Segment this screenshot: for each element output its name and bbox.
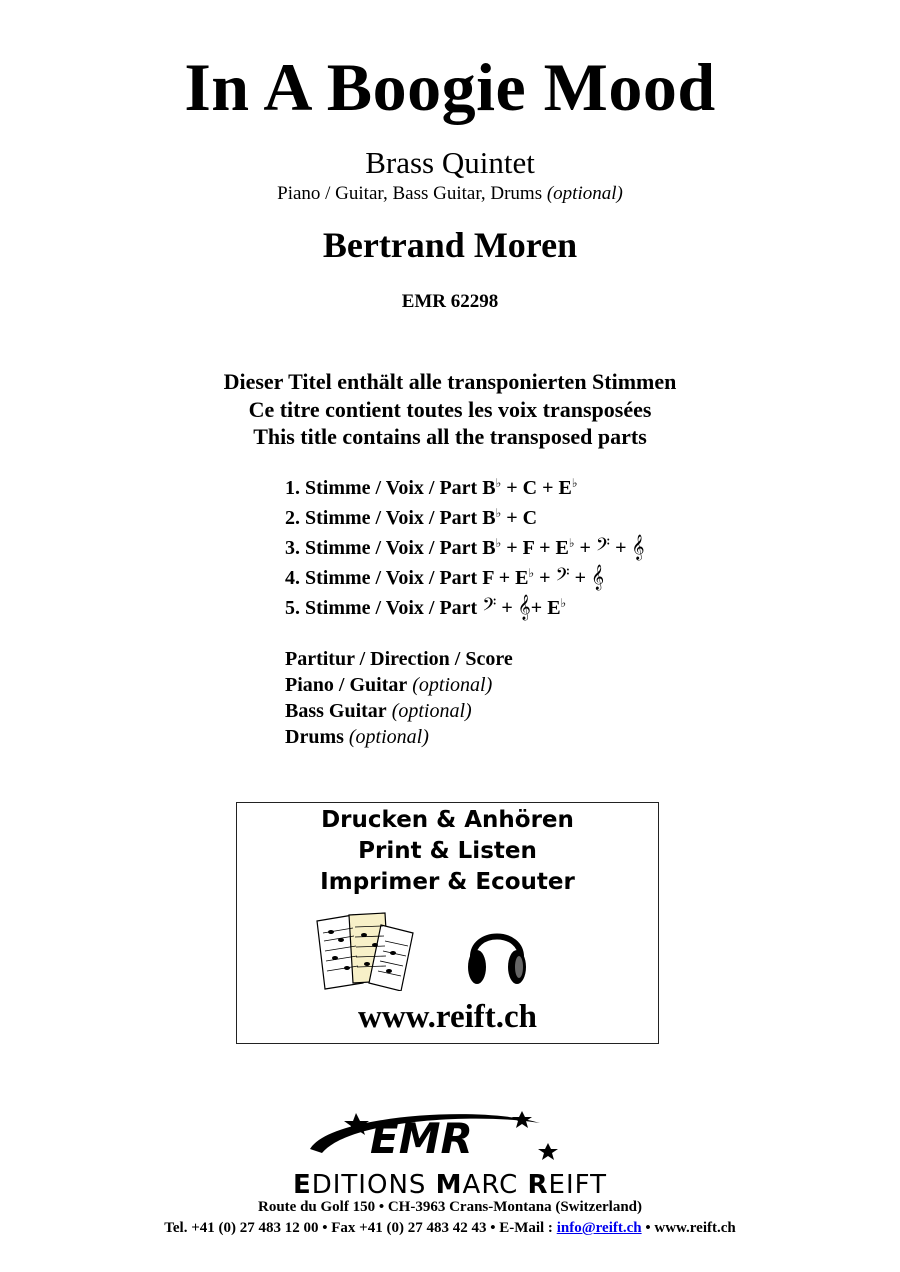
treble-clef-icon: 𝄞	[517, 595, 531, 620]
extras-list	[285, 646, 513, 750]
flat-sign: ♭	[560, 596, 567, 610]
treble-clef-icon: 𝄞	[631, 535, 645, 560]
flat-sign: ♭	[528, 566, 535, 580]
score-title: In A Boogie Mood	[184, 49, 716, 125]
part-3: 3. Stimme / Voix / Part B♭ + F + E♭ + 𝄢 + 𝄞	[285, 535, 645, 560]
treble-clef-icon: 𝄞	[591, 565, 605, 590]
part-4: 4. Stimme / Voix / Part F + E♭ + 𝄢 + 𝄞	[285, 565, 605, 590]
instrumentation-label: Piano / Guitar, Bass Guitar, Drums (optional)	[277, 183, 623, 204]
emr-logo-text: EMR	[370, 1114, 473, 1163]
bass-clef-icon: 𝄢	[595, 535, 611, 560]
bass-clef-icon: 𝄢	[555, 565, 570, 590]
flat-sign: ♭	[568, 536, 575, 550]
flat-sign: ♭	[495, 536, 502, 550]
composer-name: Bertrand Moren	[322, 225, 578, 265]
flat-sign: ♭	[495, 476, 502, 490]
email-link[interactable]: info@reift.ch	[556, 1220, 642, 1236]
transposed-parts-notice	[0, 368, 900, 451]
notice-de: Dieser Titel enthält alle transponierten Stimmen	[223, 369, 677, 394]
extra-bass: Bass Guitar (optional)	[285, 700, 472, 722]
notice-fr: Ce titre contient toutes les voix transposées	[248, 396, 652, 422]
publisher-name: EDITIONS MARC REIFT	[292, 1170, 608, 1200]
headphones-icon	[465, 915, 529, 991]
notice-en: This title contains all the transposed parts	[253, 424, 647, 449]
extra-piano: Piano / Guitar (optional)	[285, 674, 493, 696]
promo-line-de: Drucken & Anhören	[321, 807, 574, 833]
flat-sign: ♭	[495, 506, 502, 520]
extra-score: Partitur / Direction / Score	[285, 648, 513, 670]
publisher-contact: Tel. +41 (0) 27 483 12 00 • Fax +41 (0) 27 483 42 43 • E-Mail : info@reift.ch • www.reift.ch	[164, 1220, 736, 1236]
website-url[interactable]: www.reift.ch	[357, 999, 538, 1035]
part-5: 5. Stimme / Voix / Part 𝄢 + 𝄞+ E♭	[285, 595, 567, 620]
part-1: 1. Stimme / Voix / Part B♭ + C + E♭	[285, 476, 578, 499]
promo-line-fr: Imprimer & Ecouter	[320, 869, 575, 895]
ensemble-label: Brass Quintet	[365, 145, 535, 180]
emr-logo	[290, 1105, 570, 1167]
catalog-number: EMR 62298	[401, 291, 499, 312]
bass-clef-icon: 𝄢	[482, 595, 497, 620]
extra-drums: Drums (optional)	[285, 726, 429, 748]
print-listen-box	[236, 802, 659, 1044]
parts-list	[285, 468, 645, 618]
part-2: 2. Stimme / Voix / Part B♭ + C	[285, 506, 538, 529]
publisher-address: Route du Golf 150 • CH-3963 Crans-Montana (Switzerland)	[258, 1199, 642, 1215]
star-icon	[538, 1143, 558, 1160]
promo-line-en: Print & Listen	[358, 838, 537, 864]
flat-sign: ♭	[571, 476, 578, 490]
sheet-music-icon	[309, 911, 421, 991]
